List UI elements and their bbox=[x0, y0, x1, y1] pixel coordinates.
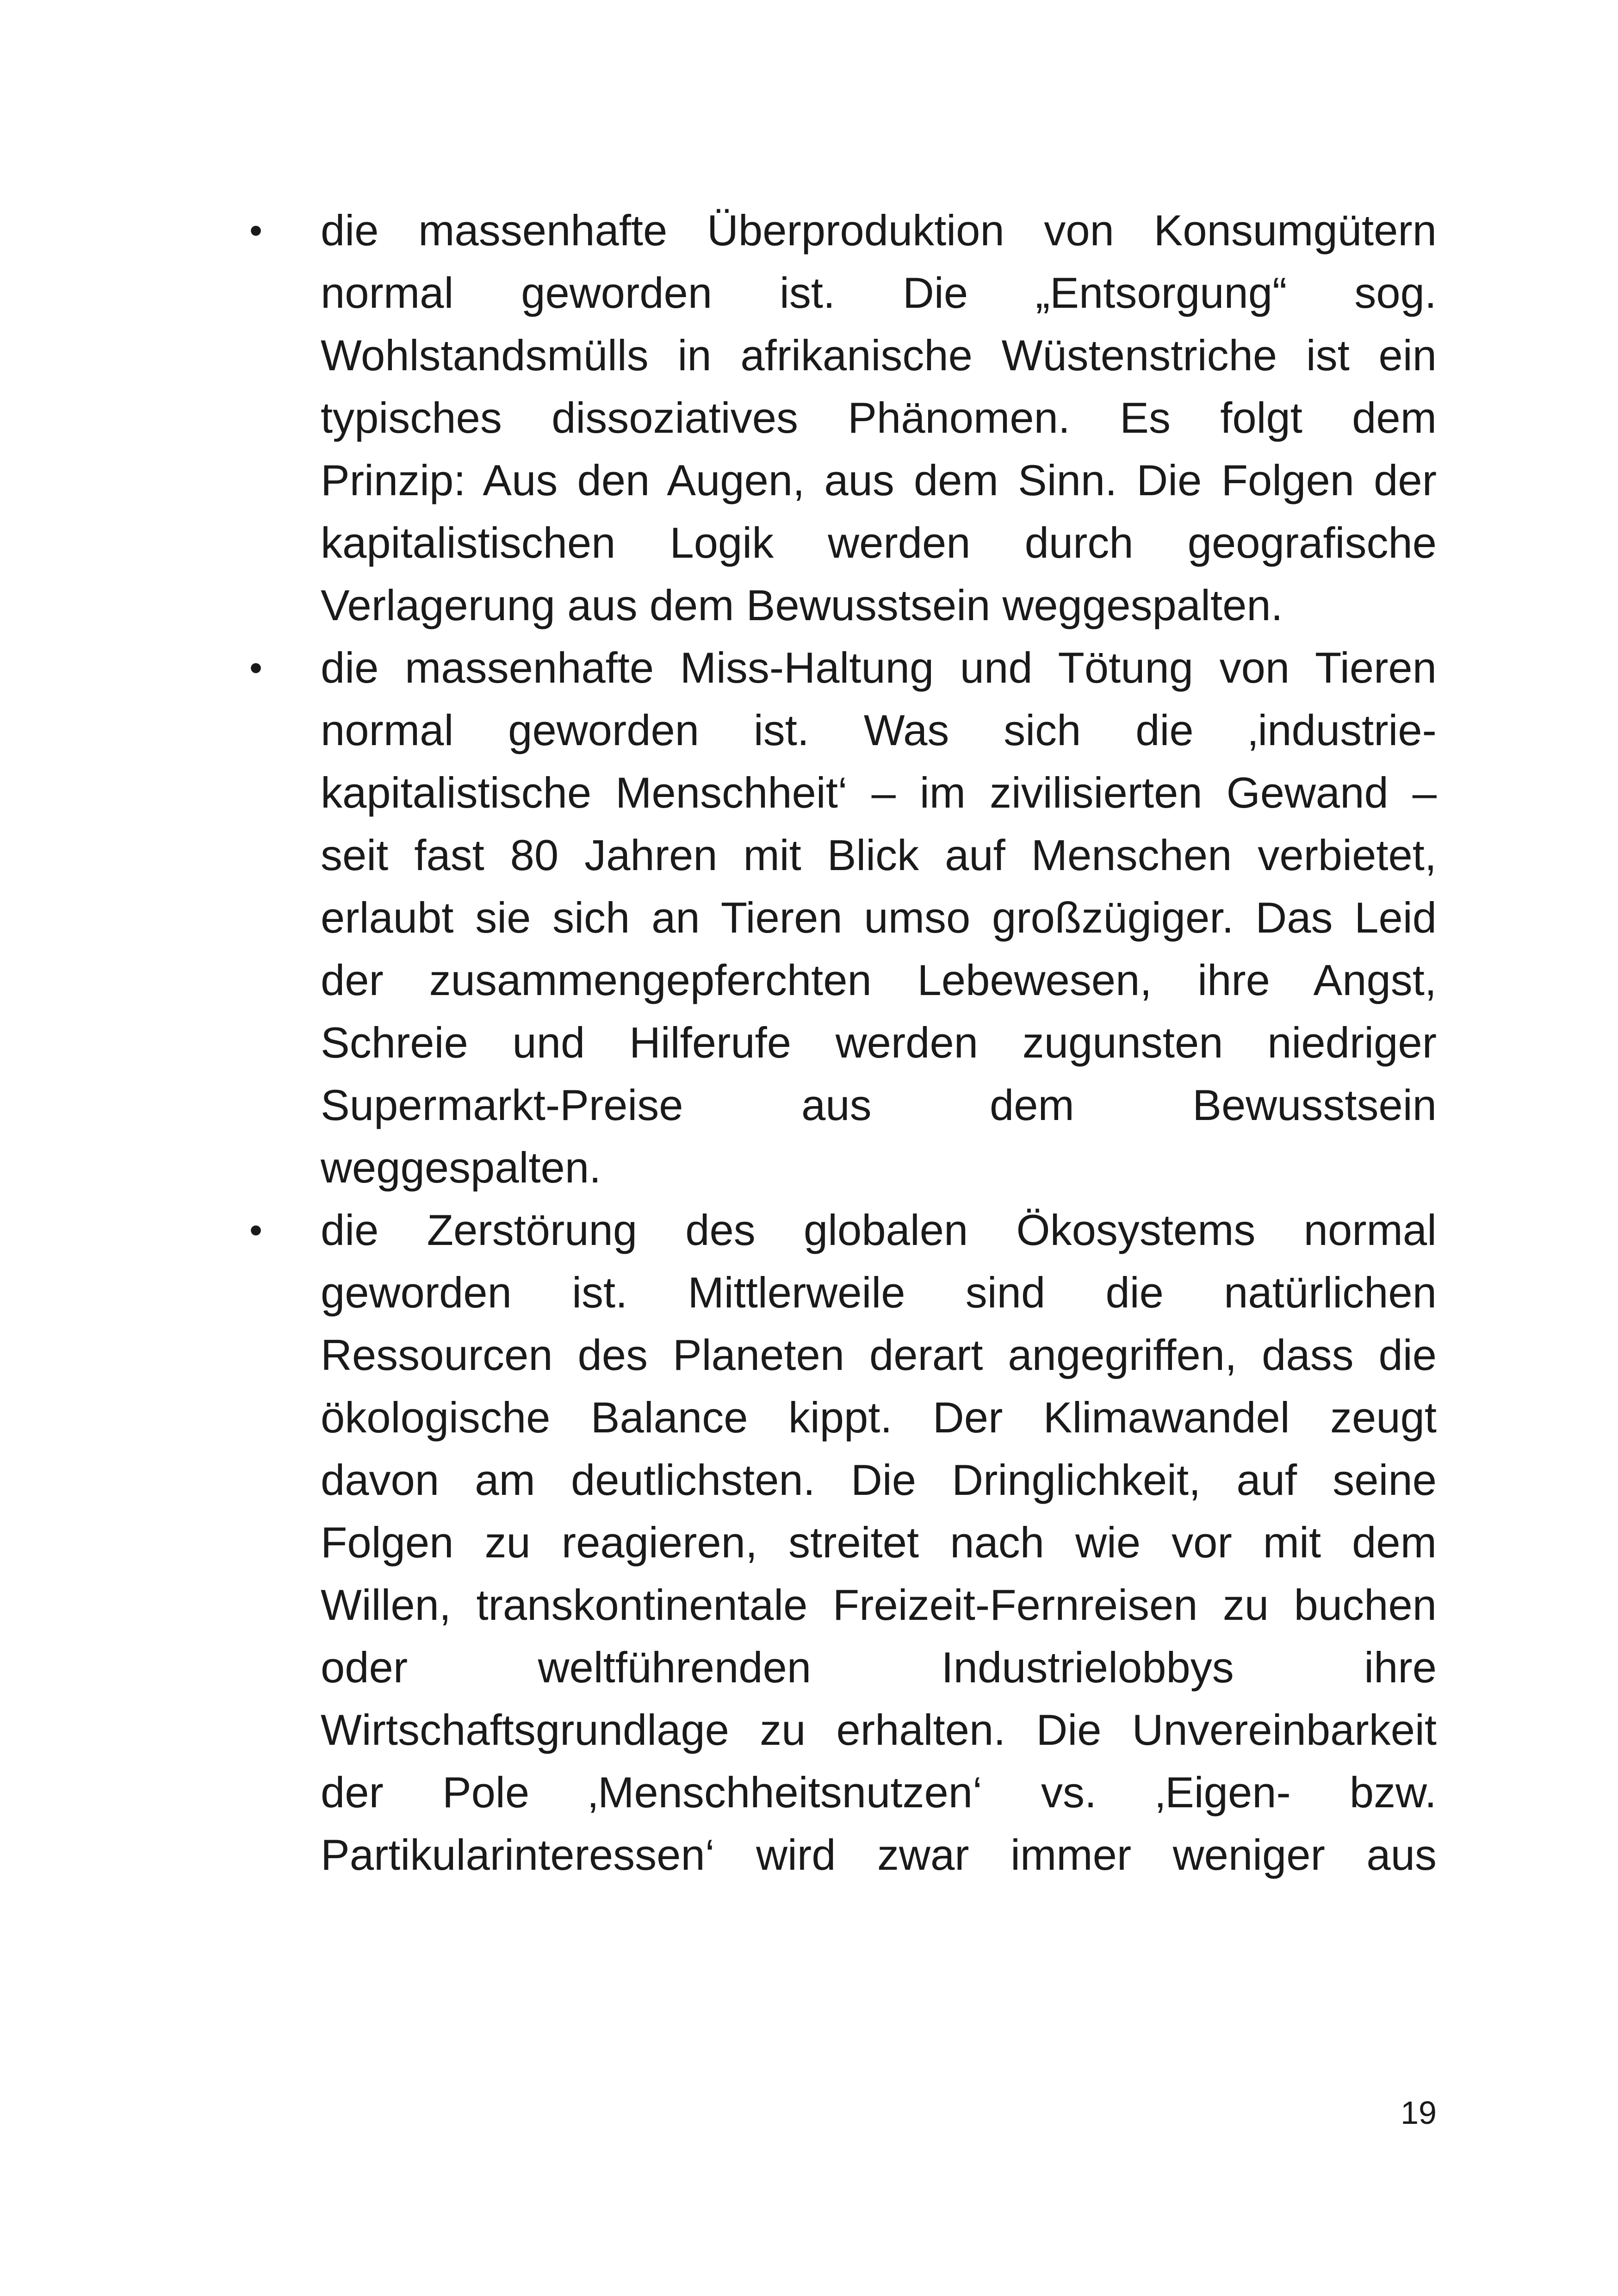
text-line: die massenhafte Miss-Haltung und Tötung von Tieren bbox=[321, 643, 1437, 692]
text-line: kapitalistischen Logik werden durch geografische bbox=[321, 518, 1437, 567]
text-line: oder weltführenden Industrielobbys ihre bbox=[321, 1643, 1437, 1692]
text-line: Supermarkt-Preise aus dem Bewusstsein bbox=[321, 1081, 1437, 1129]
text-line: Wirtschaftsgrundlage zu erhalten. Die Unvereinbarkeit bbox=[321, 1705, 1437, 1754]
text-line: seit fast 80 Jahren mit Blick auf Menschen verbietet, bbox=[321, 831, 1437, 879]
text-line: typisches dissoziatives Phänomen. Es folgt dem bbox=[321, 393, 1437, 442]
text-line: der zusammengepferchten Lebewesen, ihre Angst, bbox=[321, 956, 1437, 1004]
bullet-item-2 bbox=[249, 636, 1437, 1199]
text-line: kapitalistische Menschheit‘ – im zivilisierten Gewand – bbox=[321, 768, 1437, 817]
bullet-dot: • bbox=[249, 210, 263, 251]
text-line: Ressourcen des Planeten derart angegriffen, dass die bbox=[321, 1331, 1437, 1379]
text-line: Partikularinteressen‘ wird zwar immer weniger aus bbox=[321, 1830, 1437, 1879]
text-line: die Zerstörung des globalen Ökosystems normal bbox=[321, 1206, 1437, 1254]
text-line: Schreie und Hilferufe werden zugunsten niedriger bbox=[321, 1018, 1437, 1067]
text-line: normal geworden ist. Was sich die ‚industrie- bbox=[321, 706, 1437, 754]
text-line: der Pole ‚Menschheitsnutzen‘ vs. ‚Eigen- bzw. bbox=[321, 1768, 1437, 1817]
bullet-list bbox=[249, 199, 1437, 1886]
text-line: Folgen zu reagieren, streitet nach wie vor mit dem bbox=[321, 1518, 1437, 1567]
text-line: die massenhafte Überproduktion von Konsumgütern bbox=[321, 206, 1437, 255]
bullet-item-3 bbox=[249, 1199, 1437, 1886]
text-line: erlaubt sie sich an Tieren umso großzügiger. Das Leid bbox=[321, 893, 1437, 942]
bullet-dot: • bbox=[249, 647, 263, 688]
text-line: Wohlstandsmülls in afrikanische Wüstenstriche ist ein bbox=[321, 331, 1437, 380]
bullet-item-1 bbox=[249, 199, 1437, 636]
text-line: Prinzip: Aus den Augen, aus dem Sinn. Die Folgen der bbox=[321, 456, 1437, 504]
text-line: geworden ist. Mittlerweile sind die natürlichen bbox=[321, 1268, 1437, 1317]
text-line: weggespalten. bbox=[321, 1143, 601, 1192]
text-line: Verlagerung aus dem Bewusstsein weggespalten. bbox=[321, 581, 1283, 629]
bullet-dot: • bbox=[249, 1209, 263, 1251]
page-number: 19 bbox=[1401, 2095, 1437, 2131]
text-line: davon am deutlichsten. Die Dringlichkeit, auf seine bbox=[321, 1456, 1437, 1504]
text-line: Willen, transkontinentale Freizeit-Fernreisen zu buchen bbox=[321, 1580, 1437, 1629]
text-line: ökologische Balance kippt. Der Klimawandel zeugt bbox=[321, 1393, 1437, 1442]
text-line: normal geworden ist. Die „Entsorgung“ sog. bbox=[321, 268, 1437, 317]
